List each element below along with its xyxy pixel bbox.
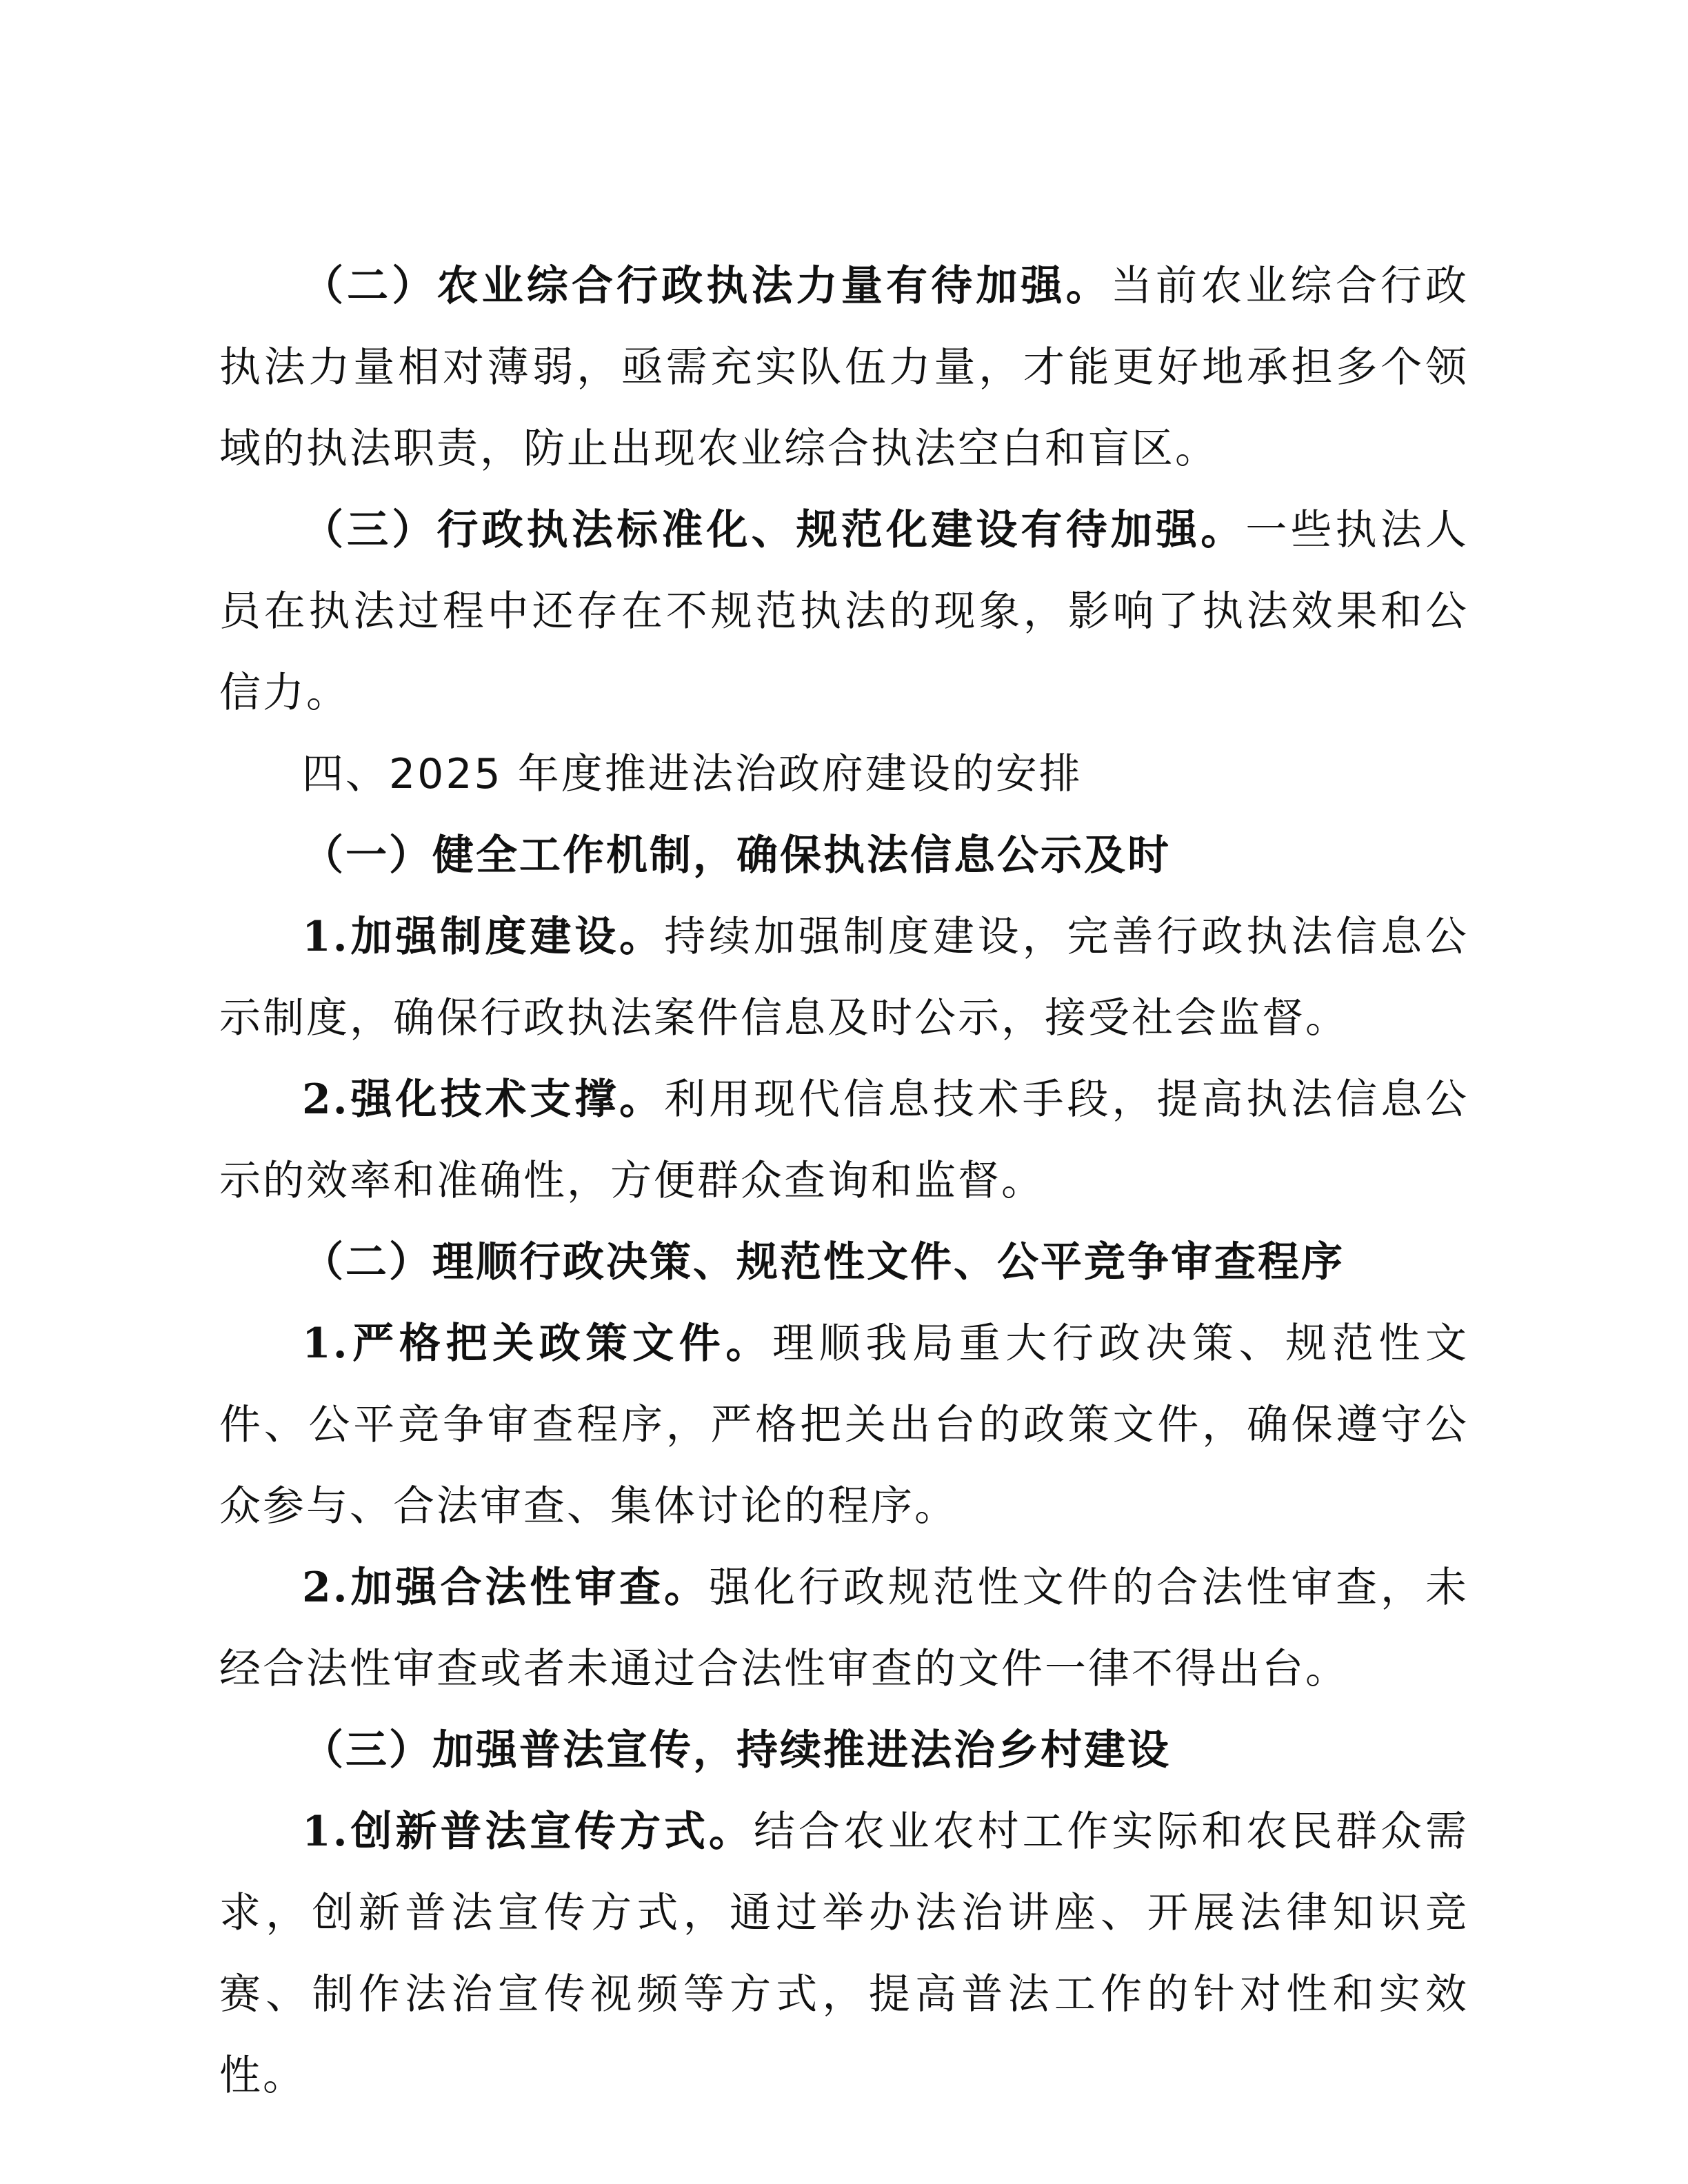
document-page <box>219 245 1469 2116</box>
paragraph-lead: 1.创新普法宣传方式。 <box>302 1808 754 1856</box>
paragraph-body: 强化行政规范性文件的合法性审查，未经合法性审查或者未通过合法性审查的文件一律不得出台。 <box>219 1564 1469 1693</box>
subheading-decision-procedures: （二）理顺行政决策、规范性文件、公平竞争审查程序 <box>302 1238 1345 1286</box>
paragraph-body: 持续加强制度建设，完善行政执法信息公示制度，确保行政执法案件信息及时公示，接受社会监督。 <box>219 913 1469 1042</box>
paragraph-legality-review <box>219 1547 1469 1710</box>
paragraph-lead: 2.加强合法性审查。 <box>302 1564 710 1612</box>
paragraph-body: 当前农业综合行政执法力量相对薄弱，亟需充实队伍力量，才能更好地承担多个领域的执法职责，防止出现农业综合执法空白和盲区。 <box>219 262 1469 473</box>
paragraph-body: 结合农业农村工作实际和农民群众需求，创新普法宣传方式，通过举办法治讲座、开展法律知识竞赛、制作法治宣传视频等方式，提高普法工作的针对性和实效性。 <box>219 1808 1469 2100</box>
paragraph-lead: （二）农业综合行政执法力量有待加强。 <box>302 262 1111 310</box>
section-heading-2025-plan: 四、2025 年度推进法治政府建设的安排 <box>302 750 1083 798</box>
paragraph-lead: （三）行政执法标准化、规范化建设有待加强。 <box>302 506 1246 554</box>
paragraph-body: 利用现代信息技术手段，提高执法信息公示的效率和准确性，方便群众查询和监督。 <box>219 1075 1469 1205</box>
paragraph-body: 理顺我局重大行政决策、规范性文件、公平竞争审查程序，严格把关出台的政策文件，确保遵守公众参与、合法审查、集体讨论的程序。 <box>219 1320 1469 1530</box>
paragraph-enforcement-capacity <box>219 245 1469 489</box>
paragraph-body: 一些执法人员在执法过程中还存在不规范执法的现象，影响了执法效果和公信力。 <box>219 506 1469 717</box>
paragraph-lead: 2.强化技术支撑。 <box>302 1075 665 1124</box>
subheading-legal-publicity: （三）加强普法宣传，持续推进法治乡村建设 <box>302 1726 1171 1775</box>
paragraph-technical-support <box>219 1059 1469 1222</box>
paragraph-lead: 1.严格把关政策文件。 <box>302 1320 773 1368</box>
paragraph-publicity-innovation <box>219 1791 1469 2116</box>
paragraph-standardization <box>219 489 1469 734</box>
subheading-work-mechanism: （一）健全工作机制，确保执法信息公示及时 <box>302 831 1171 880</box>
paragraph-policy-review <box>219 1303 1469 1547</box>
paragraph-system-building <box>219 896 1469 1059</box>
paragraph-lead: 1.加强制度建设。 <box>302 913 665 961</box>
